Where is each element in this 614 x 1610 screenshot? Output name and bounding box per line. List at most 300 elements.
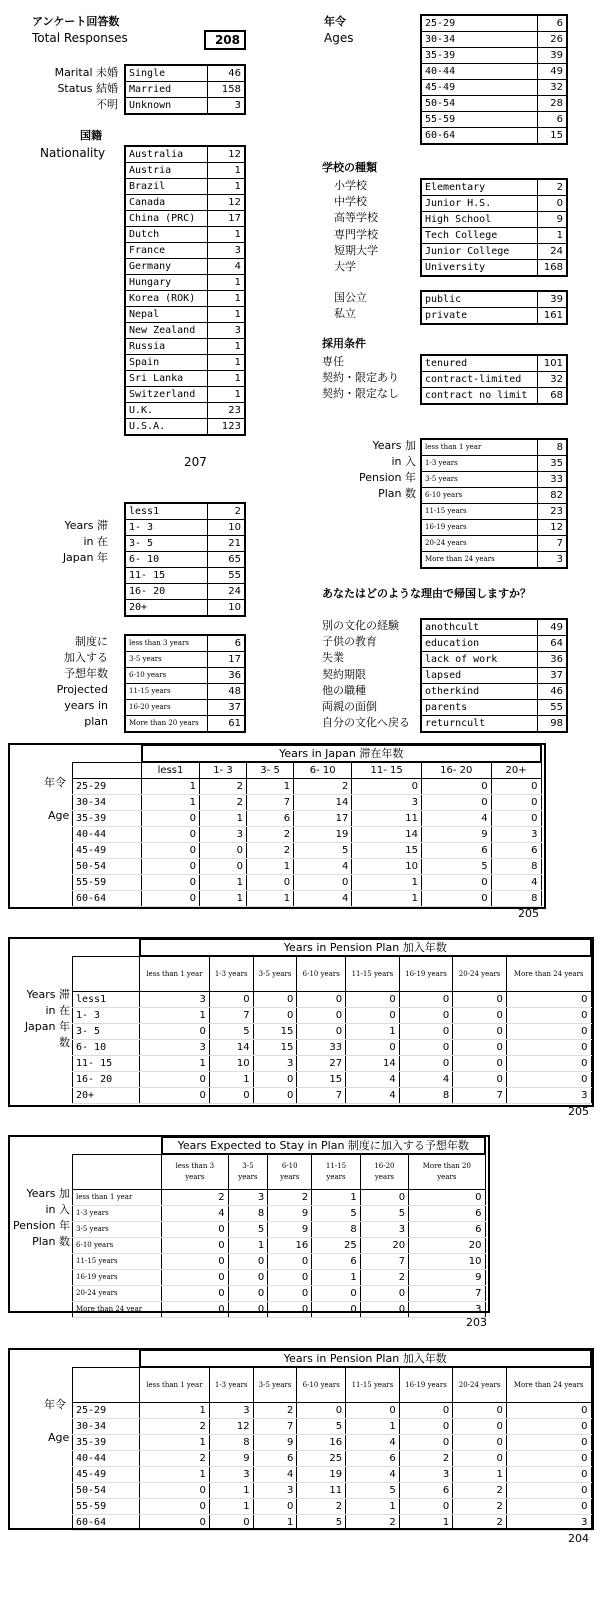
row-label: 1- 3 — [125, 520, 208, 536]
cell-value: 0 — [297, 1008, 346, 1024]
row-label: Dutch — [125, 227, 208, 243]
row-label: Tech College — [421, 228, 538, 244]
cell-value: 1 — [209, 1483, 253, 1499]
column-header: less than 1 year — [140, 1367, 210, 1403]
cell-value: 4 — [253, 1467, 297, 1483]
table-row — [73, 1206, 486, 1222]
row-value: 3 — [208, 98, 246, 115]
row-label: More than 20 years — [125, 716, 208, 733]
cell-value: 1 — [140, 1435, 210, 1451]
cell-value: 6 — [253, 1451, 297, 1467]
row-label: Russia — [125, 339, 208, 355]
cell-value: 1 — [200, 875, 247, 891]
cell-value: 1 — [399, 1515, 453, 1531]
table-row — [421, 179, 567, 196]
cell-value: 15 — [253, 1024, 297, 1040]
cell-value: 6 — [421, 843, 491, 859]
cell-value: 1 — [140, 1008, 210, 1024]
cell-value: 0 — [228, 1270, 268, 1286]
cell-value: 0 — [491, 811, 541, 827]
row-label: Married — [125, 82, 208, 98]
table-row — [421, 308, 567, 325]
row-header: 20-24 years — [73, 1286, 162, 1302]
table-row — [421, 260, 567, 277]
cell-value: 4 — [294, 891, 352, 907]
cell-value: 9 — [421, 827, 491, 843]
total-responses-label: Total Responses — [32, 31, 128, 45]
row-header: 45-49 — [73, 843, 142, 859]
cell-value: 8 — [491, 891, 541, 907]
table-row — [421, 355, 567, 372]
table-row — [421, 488, 567, 504]
row-value: 46 — [538, 684, 568, 700]
row-label: Single — [125, 65, 208, 82]
cell-value: 0 — [297, 1403, 346, 1419]
cell-value: 19 — [294, 827, 352, 843]
row-label: Sri Lanka — [125, 371, 208, 387]
table-row — [125, 568, 245, 584]
row-value: 33 — [538, 472, 568, 488]
cell-value: 0 — [253, 992, 297, 1008]
axis-label: Japan 年 — [24, 1020, 70, 1033]
nationality-total: 207 — [184, 455, 207, 469]
cell-value: 11 — [297, 1483, 346, 1499]
column-header: 6- 10 — [294, 762, 352, 779]
nationality-label: Nationality — [40, 146, 106, 160]
cell-value: 0 — [268, 1302, 312, 1318]
table-row — [125, 163, 245, 179]
row-value: 39 — [538, 48, 568, 64]
cell-value: 6 — [409, 1206, 485, 1222]
expected-table — [124, 634, 246, 733]
cell-value: 8 — [491, 859, 541, 875]
japan-label-3: Japan 年 — [62, 551, 108, 564]
table-row — [73, 1056, 592, 1072]
table-row — [73, 1467, 592, 1483]
row-caption: 高等学校 — [334, 211, 378, 225]
cell-value: 0 — [506, 1451, 591, 1467]
row-value: 55 — [208, 568, 246, 584]
table-row — [73, 843, 542, 859]
table-row — [421, 244, 567, 260]
cell-value: 0 — [162, 1238, 229, 1254]
cell-value: 2 — [200, 795, 247, 811]
table-row — [73, 1024, 592, 1040]
row-caption: 国公立 — [334, 291, 367, 304]
row-caption: 他の職種 — [322, 683, 366, 697]
cell-value: 2 — [140, 1419, 210, 1435]
cell-value: 0 — [506, 1435, 591, 1451]
table-row — [73, 1040, 592, 1056]
row-caption: 両親の面倒 — [322, 700, 377, 713]
row-label: parents — [421, 700, 538, 716]
cell-value: 0 — [142, 843, 200, 859]
expected-label-3: 予想年数 — [64, 667, 108, 680]
row-value: 36 — [208, 668, 246, 684]
column-header: 11- 15 — [352, 762, 422, 779]
row-header: 55-59 — [73, 875, 142, 891]
table-row — [125, 195, 245, 211]
cell-value: 1 — [209, 1072, 253, 1088]
table-row — [73, 795, 542, 811]
cell-value: 0 — [399, 1435, 453, 1451]
table-row — [125, 552, 245, 568]
row-header: 1- 3 — [73, 1008, 140, 1024]
reasons-table — [420, 618, 568, 733]
cell-value: 10 — [352, 859, 422, 875]
table-row — [421, 96, 567, 112]
cell-value: 0 — [421, 875, 491, 891]
table-row — [73, 827, 542, 843]
table-row — [125, 82, 245, 98]
expected-label-2: 加入する — [64, 651, 108, 664]
table-row — [421, 15, 567, 32]
table-row — [73, 1254, 486, 1270]
cell-value: 9 — [209, 1451, 253, 1467]
row-value: 17 — [208, 652, 246, 668]
cell-value: 9 — [268, 1206, 312, 1222]
cell-value: 0 — [140, 1088, 210, 1104]
cell-value: 2 — [453, 1515, 507, 1531]
row-label: Switzerland — [125, 387, 208, 403]
table-row — [125, 98, 245, 115]
row-header: 25-29 — [73, 779, 142, 795]
table-row — [73, 779, 542, 795]
row-label: 20-24 years — [421, 536, 538, 552]
row-value: 24 — [538, 244, 568, 260]
row-value: 28 — [538, 96, 568, 112]
row-value: 36 — [538, 652, 568, 668]
table-row — [421, 128, 567, 145]
row-label: tenured — [421, 355, 538, 372]
column-header: 20+ — [491, 762, 541, 779]
row-value: 6 — [208, 635, 246, 652]
row-header: 50-54 — [73, 859, 142, 875]
cell-value: 0 — [268, 1270, 312, 1286]
ages-table — [420, 14, 568, 145]
column-header: 16-19 years — [399, 956, 453, 992]
table-row — [125, 536, 245, 552]
table-row — [421, 388, 567, 405]
expected-label-6: plan — [84, 715, 108, 728]
cell-value: 0 — [142, 859, 200, 875]
row-label: 25-29 — [421, 15, 538, 32]
table-row — [73, 1270, 486, 1286]
cell-value: 0 — [140, 1483, 210, 1499]
row-value: 49 — [538, 64, 568, 80]
row-caption: 大学 — [334, 260, 356, 273]
row-value: 17 — [208, 211, 246, 227]
row-label: Korea (ROK) — [125, 291, 208, 307]
table-row — [125, 307, 245, 323]
cell-value: 0 — [140, 1499, 210, 1515]
table-row — [421, 619, 567, 636]
row-label: 11-15 years — [125, 684, 208, 700]
ct1-axis-2: Age — [48, 809, 70, 822]
row-label: Brazil — [125, 179, 208, 195]
table-row — [125, 371, 245, 387]
cell-value: 8 — [209, 1435, 253, 1451]
ct1-axis-1: 年令 — [44, 776, 66, 789]
cell-value: 17 — [294, 811, 352, 827]
row-value: 26 — [538, 32, 568, 48]
row-caption: 契約・限定なし — [322, 387, 399, 401]
axis-label: in 入 — [45, 1203, 70, 1216]
cell-value: 8 — [312, 1222, 360, 1238]
axis-label: Years 滞 — [26, 988, 70, 1001]
column-header: 11-15 years — [346, 1367, 400, 1403]
table-row — [421, 196, 567, 212]
japan-table — [124, 502, 246, 617]
row-header: 1-3 years — [73, 1206, 162, 1222]
cell-value: 27 — [297, 1056, 346, 1072]
cell-value: 0 — [453, 1451, 507, 1467]
cell-value: 5 — [360, 1206, 408, 1222]
row-label: Austria — [125, 163, 208, 179]
cell-value: 1 — [140, 1467, 210, 1483]
crosstab-title: Years in Pension Plan 加入年数 — [140, 939, 592, 956]
row-value: 1 — [208, 291, 246, 307]
cell-value: 0 — [491, 779, 541, 795]
cell-value: 0 — [140, 1024, 210, 1040]
table-row — [125, 355, 245, 371]
cell-value: 5 — [346, 1483, 400, 1499]
cell-value: 1 — [453, 1467, 507, 1483]
cell-value: 1 — [346, 1419, 400, 1435]
column-header: 16- 20 — [421, 762, 491, 779]
row-label: U.S.A. — [125, 419, 208, 436]
table-row — [73, 1483, 592, 1499]
cell-value: 4 — [491, 875, 541, 891]
row-label: 11- 15 — [125, 568, 208, 584]
table-row — [73, 1222, 486, 1238]
row-label: 6-10 years — [421, 488, 538, 504]
column-header: less than 3 years — [162, 1154, 229, 1190]
table-row — [125, 387, 245, 403]
row-label: High School — [421, 212, 538, 228]
row-caption: 自分の文化へ戻る — [322, 716, 410, 730]
column-header: 16-19 years — [399, 1367, 453, 1403]
crosstab-pension-expected — [72, 1136, 486, 1318]
crosstab-title: Years in Japan 滞在年数 — [142, 745, 542, 762]
cell-value: 0 — [360, 1302, 408, 1318]
cell-value: 7 — [247, 795, 294, 811]
row-header: 16-19 years — [73, 1270, 162, 1286]
cell-value: 0 — [506, 1419, 591, 1435]
row-label: Spain — [125, 355, 208, 371]
cell-value: 1 — [209, 1499, 253, 1515]
cell-value: 0 — [453, 1435, 507, 1451]
row-header: 11- 15 — [73, 1056, 140, 1072]
cell-value: 1 — [352, 891, 422, 907]
table-row — [125, 227, 245, 243]
marital-label-1: Marital 未婚 — [54, 66, 118, 79]
table-row — [73, 1286, 486, 1302]
cell-value: 0 — [253, 1499, 297, 1515]
cell-value: 0 — [142, 891, 200, 907]
cell-value: 0 — [297, 992, 346, 1008]
cell-value: 16 — [297, 1435, 346, 1451]
row-label: less1 — [125, 503, 208, 520]
cell-value: 2 — [268, 1190, 312, 1206]
row-caption: 短期大学 — [334, 243, 378, 257]
row-header: 16- 20 — [73, 1072, 140, 1088]
cell-value: 2 — [399, 1451, 453, 1467]
ct4-axis-2: Age — [48, 1431, 70, 1444]
axis-label: Years 加 — [26, 1187, 70, 1200]
cell-value: 3 — [506, 1088, 591, 1104]
expected-label-4: Projected — [56, 683, 108, 696]
cell-value: 15 — [253, 1040, 297, 1056]
cell-value: 0 — [506, 1024, 591, 1040]
row-label: 55-59 — [421, 112, 538, 128]
table-row — [125, 339, 245, 355]
row-caption: 契約期限 — [322, 667, 366, 681]
table-row — [125, 146, 245, 163]
row-label: China (PRC) — [125, 211, 208, 227]
cell-value: 0 — [346, 992, 400, 1008]
row-value: 6 — [538, 15, 568, 32]
row-value: 12 — [538, 520, 568, 536]
cell-value: 0 — [140, 1515, 210, 1531]
cell-value: 4 — [399, 1072, 453, 1088]
cell-value: 19 — [297, 1467, 346, 1483]
row-value: 10 — [208, 520, 246, 536]
cell-value: 3 — [399, 1467, 453, 1483]
row-caption: 契約・限定あり — [322, 371, 399, 385]
marital-label-3: 不明 — [96, 98, 118, 111]
row-label: 1-3 years — [421, 456, 538, 472]
row-label: Australia — [125, 146, 208, 163]
row-label: Junior College — [421, 244, 538, 260]
cell-value: 4 — [346, 1088, 400, 1104]
cell-value: 2 — [453, 1499, 507, 1515]
table-row — [421, 80, 567, 96]
cell-value: 0 — [162, 1270, 229, 1286]
cell-value: 1 — [142, 795, 200, 811]
cell-value: 0 — [399, 1024, 453, 1040]
cell-value: 14 — [352, 827, 422, 843]
ages-title: 年令 — [324, 15, 346, 28]
row-value: 23 — [208, 403, 246, 419]
cell-value: 1 — [247, 859, 294, 875]
row-label: Canada — [125, 195, 208, 211]
cell-value: 0 — [409, 1190, 485, 1206]
total-responses-value: 208 — [204, 30, 246, 50]
row-label: otherkind — [421, 684, 538, 700]
column-header: 3- 5 — [247, 762, 294, 779]
row-value: 15 — [538, 128, 568, 145]
cell-value: 6 — [346, 1451, 400, 1467]
row-value: 158 — [208, 82, 246, 98]
row-header: More than 24 year — [73, 1302, 162, 1318]
row-label: Junior H.S. — [421, 196, 538, 212]
row-header: 35-39 — [73, 1435, 140, 1451]
cell-value: 0 — [253, 1072, 297, 1088]
cell-value: 0 — [247, 875, 294, 891]
row-label: education — [421, 636, 538, 652]
nationality-table — [124, 145, 246, 436]
row-header: 40-44 — [73, 1451, 140, 1467]
cell-value: 4 — [346, 1072, 400, 1088]
cell-value: 0 — [421, 795, 491, 811]
cell-value: 5 — [312, 1206, 360, 1222]
table-row — [421, 716, 567, 733]
row-value: 1 — [208, 307, 246, 323]
row-header: 50-54 — [73, 1483, 140, 1499]
cell-value: 4 — [294, 859, 352, 875]
table-row — [125, 259, 245, 275]
cell-value: 5 — [294, 843, 352, 859]
marital-label-2: Status 結婚 — [57, 82, 118, 95]
cell-value: 0 — [506, 1499, 591, 1515]
cell-value: 2 — [253, 1403, 297, 1419]
row-value: 61 — [208, 716, 246, 733]
axis-label: Pension 年 — [13, 1219, 70, 1232]
cell-value: 0 — [399, 1403, 453, 1419]
row-caption: 別の文化の経験 — [322, 619, 399, 632]
row-value: 37 — [208, 700, 246, 716]
pension-label-2: in 入 — [391, 455, 416, 468]
row-label: 35-39 — [421, 48, 538, 64]
ct2-total: 205 — [568, 1105, 589, 1118]
cell-value: 0 — [399, 1008, 453, 1024]
table-row — [125, 419, 245, 436]
cell-value: 3 — [140, 992, 210, 1008]
row-value: 55 — [538, 700, 568, 716]
cell-value: 7 — [409, 1286, 485, 1302]
row-label: University — [421, 260, 538, 277]
column-header: less than 1 year — [140, 956, 210, 992]
cell-value: 8 — [399, 1088, 453, 1104]
table-row — [73, 1302, 486, 1318]
table-row — [421, 668, 567, 684]
column-header: 6-10 years — [297, 956, 346, 992]
column-header: More than 24 years — [506, 1367, 591, 1403]
row-header: 40-44 — [73, 827, 142, 843]
cell-value: 1 — [200, 811, 247, 827]
row-header: 3- 5 — [73, 1024, 140, 1040]
cell-value: 0 — [399, 1040, 453, 1056]
cell-value: 1 — [346, 1499, 400, 1515]
row-value: 0 — [538, 196, 568, 212]
table-row — [421, 439, 567, 456]
cell-value: 1 — [200, 891, 247, 907]
cell-value: 1 — [247, 779, 294, 795]
cell-value: 20 — [409, 1238, 485, 1254]
cell-value: 0 — [453, 1056, 507, 1072]
row-label: 11-15 years — [421, 504, 538, 520]
cell-value: 10 — [409, 1254, 485, 1270]
table-row — [421, 684, 567, 700]
row-label: 50-54 — [421, 96, 538, 112]
row-value: 161 — [538, 308, 568, 325]
crosstab-age-pension — [72, 1349, 592, 1531]
table-row — [421, 652, 567, 668]
row-label: lack of work — [421, 652, 538, 668]
cell-value: 0 — [399, 1056, 453, 1072]
school-title: 学校の種類 — [322, 161, 377, 174]
row-value: 24 — [208, 584, 246, 600]
cell-value: 7 — [209, 1008, 253, 1024]
row-header: 45-49 — [73, 1467, 140, 1483]
cell-value: 2 — [346, 1515, 400, 1531]
cell-value: 1 — [352, 875, 422, 891]
table-row — [73, 1190, 486, 1206]
employment-table — [420, 354, 568, 405]
pension-label-1: Years 加 — [372, 439, 416, 452]
row-header: 35-39 — [73, 811, 142, 827]
